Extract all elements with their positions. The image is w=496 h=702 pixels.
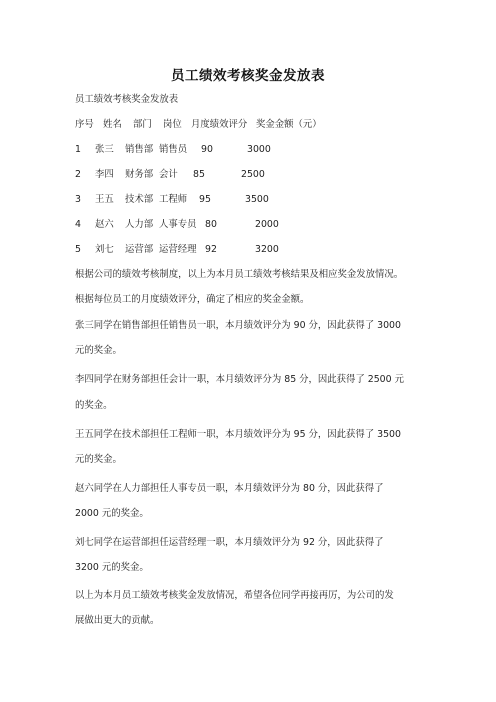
table-header-row bbox=[75, 119, 435, 131]
row-cell-dept: 人力部 bbox=[125, 219, 154, 230]
row-cell-dept: 技术部 bbox=[125, 194, 154, 205]
row-cell-name: 张三 bbox=[95, 144, 114, 155]
table-row bbox=[75, 219, 435, 231]
paragraph-line: 赵六同学在人力部担任人事专员一职，本月绩效评分为 80 分，因此获得了 bbox=[75, 483, 384, 494]
row-cell-bonus: 2500 bbox=[241, 169, 265, 180]
row-cell-bonus: 3000 bbox=[247, 144, 271, 155]
row-cell-position: 人事专员 bbox=[159, 219, 197, 230]
paragraph-line: 张三同学在销售部担任销售员一职，本月绩效评分为 90 分，因此获得了 3000 bbox=[75, 320, 401, 331]
row-cell-position: 工程师 bbox=[159, 194, 188, 205]
table-row bbox=[75, 194, 435, 206]
paragraph-line: 元的奖金。 bbox=[75, 454, 122, 465]
row-cell-bonus: 3500 bbox=[245, 194, 269, 205]
row-cell-score: 85 bbox=[193, 169, 205, 180]
paragraph-line: 以上为本月员工绩效考核奖金发放情况，希望各位同学再接再厉，为公司的发 bbox=[75, 590, 394, 601]
row-cell-position: 会计 bbox=[159, 169, 178, 180]
paragraph-line: 刘七同学在运营部担任运营经理一职，本月绩效评分为 92 分，因此获得了 bbox=[75, 537, 384, 548]
row-cell-no: 2 bbox=[75, 169, 81, 180]
row-cell-score: 95 bbox=[199, 194, 211, 205]
row-cell-score: 92 bbox=[205, 244, 217, 255]
paragraph-line: 王五同学在技术部担任工程师一职，本月绩效评分为 95 分，因此获得了 3500 bbox=[75, 429, 401, 440]
row-cell-position: 运营经理 bbox=[159, 244, 197, 255]
table-row bbox=[75, 169, 435, 181]
paragraph-line: 的奖金。 bbox=[75, 400, 113, 411]
row-cell-name: 王五 bbox=[95, 194, 114, 205]
header-cell-dept: 部门 bbox=[133, 119, 152, 130]
row-cell-no: 3 bbox=[75, 194, 81, 205]
row-cell-bonus: 2000 bbox=[255, 219, 279, 230]
paragraph-line: 3200 元的奖金。 bbox=[75, 562, 149, 573]
header-cell-position: 岗位 bbox=[163, 119, 182, 130]
paragraph-line: 2000 元的奖金。 bbox=[75, 508, 149, 519]
paragraph-line: 根据公司的绩效考核制度，以上为本月员工绩效考核结果及相应奖金发放情况。 bbox=[75, 269, 404, 280]
row-cell-no: 5 bbox=[75, 244, 81, 255]
header-cell-score: 月度绩效评分 bbox=[191, 119, 248, 130]
row-cell-dept: 财务部 bbox=[125, 169, 154, 180]
document-subtitle: 员工绩效考核奖金发放表 bbox=[75, 94, 179, 105]
paragraph-line: 根据每位员工的月度绩效评分，确定了相应的奖金金额。 bbox=[75, 294, 310, 305]
header-cell-no: 序号 bbox=[75, 119, 94, 130]
row-cell-name: 赵六 bbox=[95, 219, 114, 230]
paragraph-line: 李四同学在财务部担任会计一职，本月绩效评分为 85 分，因此获得了 2500 元 bbox=[75, 374, 404, 385]
row-cell-name: 李四 bbox=[95, 169, 114, 180]
row-cell-position: 销售员 bbox=[159, 144, 188, 155]
row-cell-dept: 销售部 bbox=[125, 144, 154, 155]
row-cell-no: 4 bbox=[75, 219, 81, 230]
row-cell-score: 80 bbox=[205, 219, 217, 230]
paragraph-line: 展做出更大的贡献。 bbox=[75, 615, 160, 626]
header-cell-bonus: 奖金金额（元） bbox=[256, 119, 322, 130]
row-cell-name: 刘七 bbox=[95, 244, 114, 255]
paragraph-line: 元的奖金。 bbox=[75, 345, 122, 356]
document-title: 员工绩效考核奖金发放表 bbox=[171, 68, 325, 84]
row-cell-no: 1 bbox=[75, 144, 81, 155]
row-cell-score: 90 bbox=[201, 144, 213, 155]
row-cell-bonus: 3200 bbox=[255, 244, 279, 255]
table-row bbox=[75, 144, 435, 156]
table-row bbox=[75, 244, 435, 256]
row-cell-dept: 运营部 bbox=[125, 244, 154, 255]
header-cell-name: 姓名 bbox=[103, 119, 122, 130]
